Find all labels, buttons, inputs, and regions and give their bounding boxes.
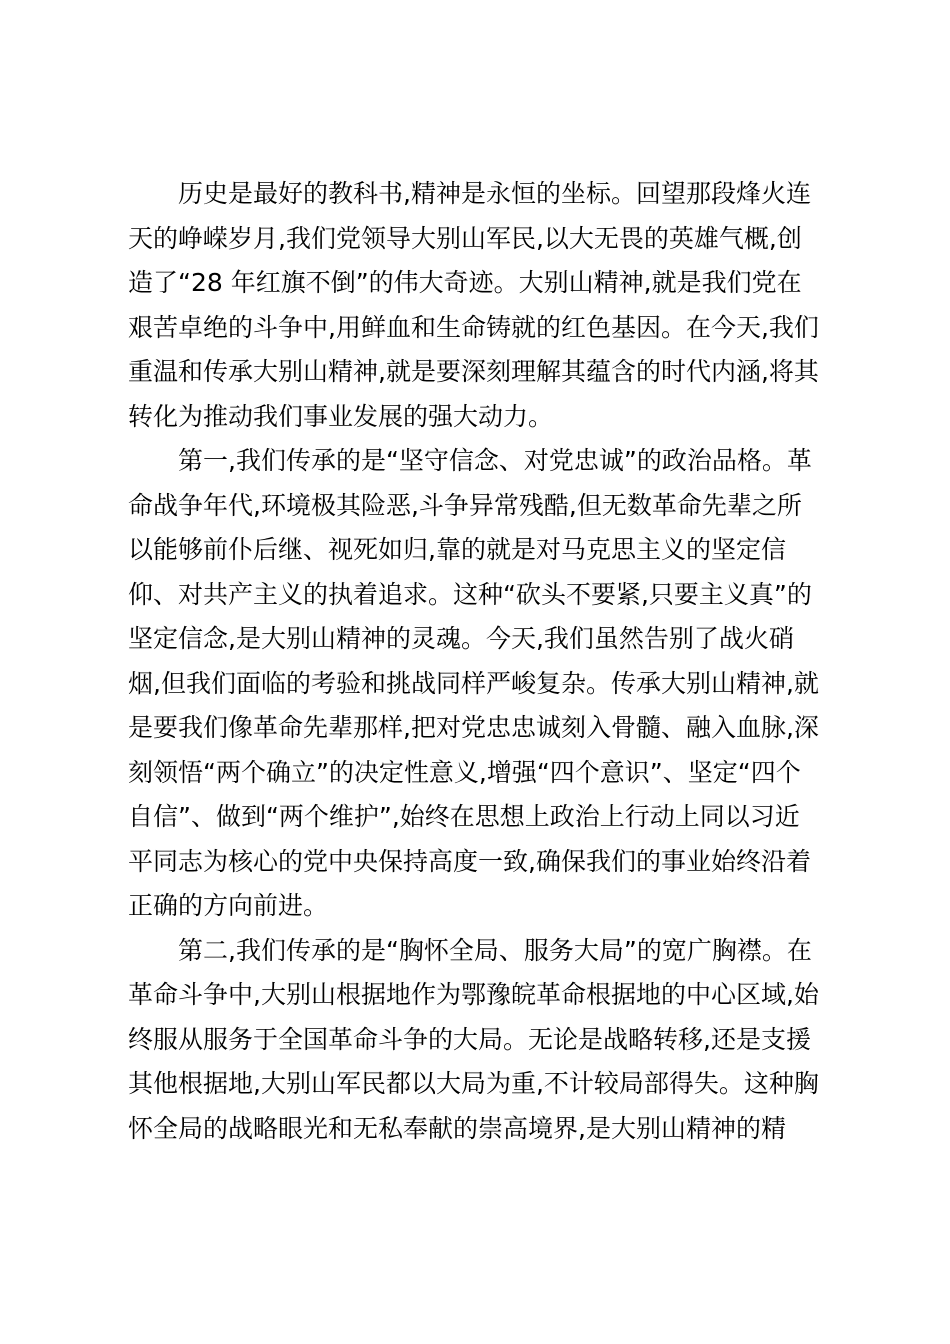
text-line: 第一,我们传承的是“坚守信念、对党忠诚”的政治品格。革 xyxy=(178,446,812,475)
text-line: 终服从服务于全国革命斗争的大局。无论是战略转移,还是支援 xyxy=(128,1024,811,1054)
text-line: 烟,但我们面临的考验和挑战同样严峻复杂。传承大别山精神,就 xyxy=(128,668,819,698)
text-line: 坚定信念,是大别山精神的灵魂。今天,我们虽然告别了战火硝 xyxy=(128,624,794,653)
text-line: 革命斗争中,大别山根据地作为鄂豫皖革命根据地的中心区域,始 xyxy=(128,980,819,1009)
text-line: 其他根据地,大别山军民都以大局为重,不计较局部得失。这种胸 xyxy=(128,1069,819,1098)
text-line: 历史是最好的教科书,精神是永恒的坐标。回望那段烽火连 xyxy=(178,179,811,208)
text-line: 命战争年代,环境极其险恶,斗争异常残酷,但无数革命先辈之所 xyxy=(128,490,802,520)
text-line: 正确的方向前进。 xyxy=(128,891,329,920)
text-line: 天的峥嵘岁月,我们党领导大别山军民,以大无畏的英雄气概,创 xyxy=(128,223,802,253)
body-text xyxy=(128,172,828,1151)
text-line: 仰、对共产主义的执着追求。这种“砍头不要紧,只要主义真”的 xyxy=(128,579,812,609)
paragraph-second-point xyxy=(128,929,828,1152)
text-line: 第二,我们传承的是“胸怀全局、服务大局”的宽广胸襟。在 xyxy=(178,935,812,965)
text-line: 转化为推动我们事业发展的强大动力。 xyxy=(128,401,554,431)
text-line: 是要我们像革命先辈那样,把对党忠忠诚刻入骨髓、融入血脉,深 xyxy=(128,713,819,742)
text-line: 平同志为核心的党中央保持高度一致,确保我们的事业始终沿着 xyxy=(128,846,811,876)
text-line: 怀全局的战略眼光和无私奉献的崇高境界,是大别山精神的精 xyxy=(128,1113,786,1143)
text-line: 造了“28 年红旗不倒”的伟大奇迹。大别山精神,就是我们党在 xyxy=(128,268,802,297)
paragraph-first-point xyxy=(128,439,828,929)
text-line: 艰苦卓绝的斗争中,用鲜血和生命铸就的红色基因。在今天,我们 xyxy=(128,312,819,342)
paragraph-intro xyxy=(128,172,828,439)
text-line: 刻领悟“两个确立”的决定性意义,增强“四个意识”、坚定“四个 xyxy=(128,757,801,787)
text-line: 以能够前仆后继、视死如归,靠的就是对马克思主义的坚定信 xyxy=(128,535,786,564)
text-line: 自信”、做到“两个维护”,始终在思想上政治上行动上同以习近 xyxy=(128,802,800,831)
text-line: 重温和传承大别山精神,就是要深刻理解其蕴含的时代内涵,将其 xyxy=(128,357,819,386)
